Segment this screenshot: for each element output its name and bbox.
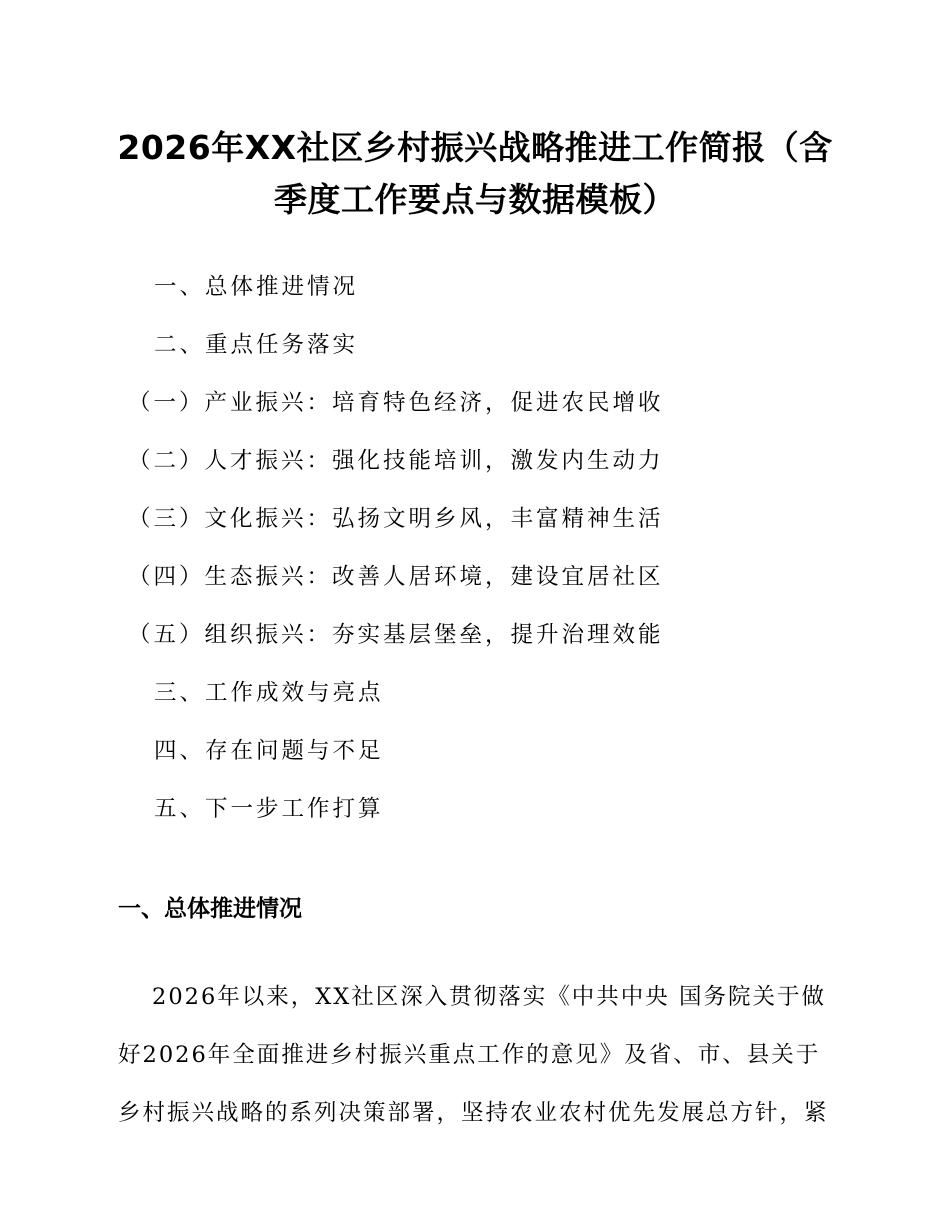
toc-item-achievements: 三、工作成效与亮点 xyxy=(154,680,384,706)
toc-item-overall-progress: 一、总体推进情况 xyxy=(154,274,359,300)
document-title: 2026年XX社区乡村振兴战略推进工作简报（含季度工作要点与数据模板） xyxy=(117,128,833,219)
body-text-line: 乡村振兴战略的系列决策部署，坚持农业农村优先发展总方针，紧 xyxy=(118,1100,829,1126)
toc-item-industry-revitalization: （一）产业振兴：培育特色经济，促进农民增收 xyxy=(128,390,664,416)
toc-item-problems: 四、存在问题与不足 xyxy=(154,738,384,764)
toc-item-talent-revitalization: （二）人才振兴：强化技能培训，激发内生动力 xyxy=(128,448,664,474)
toc-item-culture-revitalization: （三）文化振兴：弘扬文明乡风，丰富精神生活 xyxy=(128,506,664,532)
table-of-contents xyxy=(0,262,950,842)
toc-item-key-tasks: 二、重点任务落实 xyxy=(154,332,359,358)
toc-item-ecology-revitalization: （四）生态振兴：改善人居环境，建设宜居社区 xyxy=(128,564,664,590)
toc-item-organization-revitalization: （五）组织振兴：夯实基层堡垒，提升治理效能 xyxy=(128,622,664,648)
body-text-line: 2026年以来，XX社区深入贯彻落实《中共中央 国务院关于做 xyxy=(152,984,826,1010)
toc-item-next-steps: 五、下一步工作打算 xyxy=(154,796,384,822)
body-text-line: 好2026年全面推进乡村振兴重点工作的意见》及省、市、县关于 xyxy=(118,1042,821,1068)
section-heading-overall-progress: 一、总体推进情况 xyxy=(118,896,302,922)
